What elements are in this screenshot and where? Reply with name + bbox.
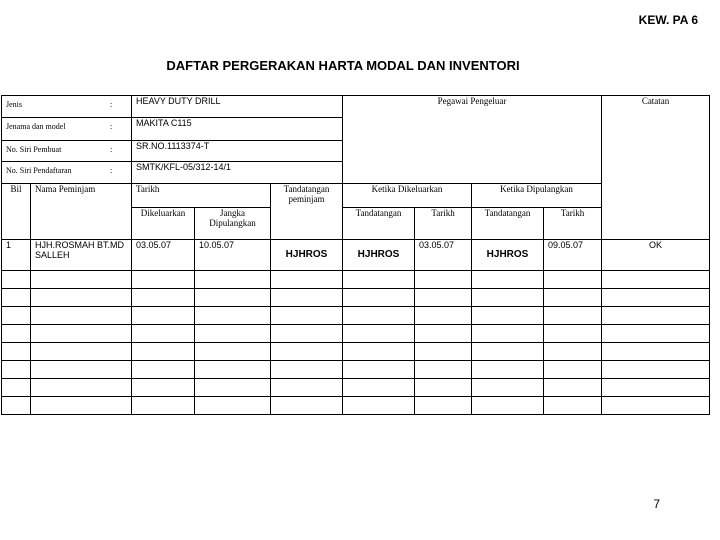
table-row <box>2 271 710 289</box>
jenama-label: Jenama dan model <box>6 122 66 131</box>
row-tt-pulang-cell <box>472 240 544 271</box>
ketika-dikeluarkan-header: Ketika Dikeluarkan <box>343 184 472 208</box>
nama-peminjam-header: Nama Peminjam <box>31 184 132 240</box>
siri-pembuat-label-cell <box>2 141 132 162</box>
row-dikeluarkan: 03.05.07 <box>132 240 195 271</box>
signature-keluar: HJHROS <box>357 249 400 260</box>
tandatangan-pulang-header: Tandatangan <box>472 208 544 240</box>
form-code: KEW. PA 6 <box>638 13 698 27</box>
page-number: 7 <box>653 497 660 511</box>
siri-pembuat-value: SR.NO.1113374-T <box>132 141 343 162</box>
jenis-colon: : <box>110 100 113 109</box>
row-tt-keluar-cell <box>343 240 415 271</box>
catatan-header: Catatan <box>602 96 710 240</box>
table-row <box>2 240 710 271</box>
tandatangan-keluar-header: Tandatangan <box>343 208 415 240</box>
siri-pendaftaran-colon: : <box>110 166 113 175</box>
row-tarikh-keluar: 03.05.07 <box>415 240 472 271</box>
tarikh-pulang-header: Tarikh <box>544 208 602 240</box>
jangka-dipulangkan-header: Jangka Dipulangkan <box>195 208 271 240</box>
bil-header: Bil <box>2 184 31 240</box>
jenama-value: MAKITA C115 <box>132 118 343 141</box>
jenama-label-cell <box>2 118 132 141</box>
siri-pendaftaran-label-cell <box>2 162 132 184</box>
tarikh-keluar-header: Tarikh <box>415 208 472 240</box>
row-tarikh-pulang: 09.05.07 <box>544 240 602 271</box>
ketika-dipulangkan-header: Ketika Dipulangkan <box>472 184 602 208</box>
siri-pembuat-colon: : <box>110 145 113 154</box>
row-jangka: 10.05.07 <box>195 240 271 271</box>
page-title: DAFTAR PERGERAKAN HARTA MODAL DAN INVENTORI <box>166 58 520 73</box>
jenama-colon: : <box>110 122 113 131</box>
table-row <box>2 379 710 397</box>
jenis-value: HEAVY DUTY DRILL <box>132 96 343 118</box>
jenis-label: Jenis <box>6 100 22 109</box>
signature-peminjam: HJHROS <box>285 249 328 260</box>
tarikh-header: Tarikh <box>132 184 271 208</box>
dikeluarkan-header: Dikeluarkan <box>132 208 195 240</box>
tandatangan-peminjam-header: Tandatangan peminjam <box>271 184 343 240</box>
signature-pulang: HJHROS <box>486 249 529 260</box>
siri-pendaftaran-value: SMTK/KFL-05/312-14/1 <box>132 162 343 184</box>
siri-pendaftaran-label: No. Siri Pendaftaran <box>6 166 72 175</box>
pegawai-pengeluar-header: Pegawai Pengeluar <box>343 96 602 184</box>
row-bil: 1 <box>2 240 31 271</box>
table-row <box>2 397 710 415</box>
table-row <box>2 325 710 343</box>
siri-pembuat-label: No. Siri Pembuat <box>6 145 62 154</box>
table-row <box>2 343 710 361</box>
inventory-movement-table <box>1 95 710 415</box>
table-row <box>2 289 710 307</box>
table-row <box>2 361 710 379</box>
row-nama: HJH.ROSMAH BT.MD SALLEH <box>31 240 132 271</box>
row-tt-peminjam-cell <box>271 240 343 271</box>
jenis-label-cell <box>2 96 132 118</box>
row-catatan: OK <box>602 240 710 271</box>
table-row <box>2 307 710 325</box>
